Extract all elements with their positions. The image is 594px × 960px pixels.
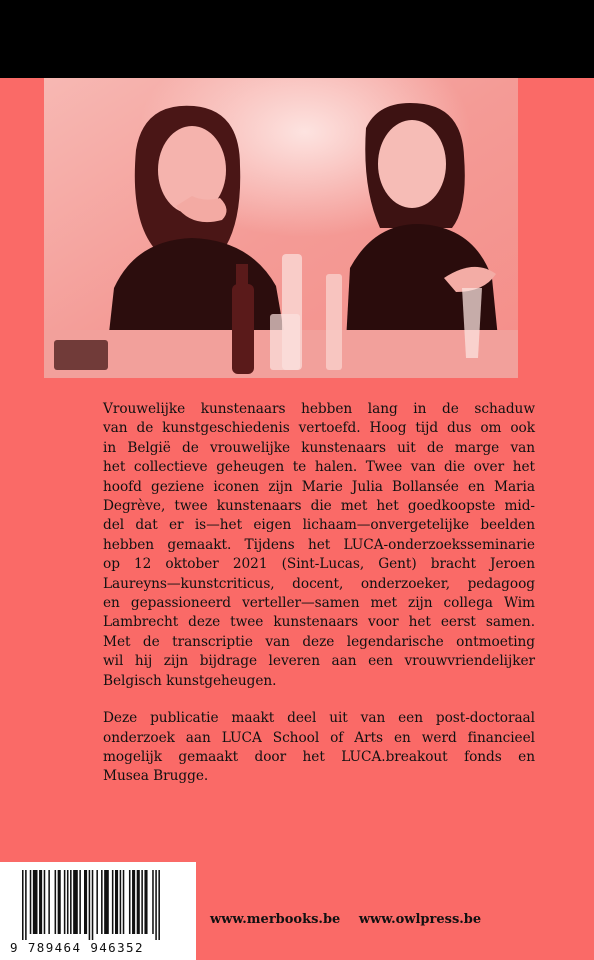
barcode-bar (79, 870, 81, 934)
barcode-bar (44, 870, 46, 934)
text-line: hoofd geziene iconen zijn Marie Julia Bollansée en Maria (103, 478, 535, 495)
blurb-paragraph-1 (103, 400, 535, 691)
text-line: wil hij zijn bijdrage leveren aan een vrouwvriendelijker (103, 653, 535, 670)
barcode-bar (30, 870, 32, 934)
text-line: mogelijk gemaakt door het LUCA.breakout fonds en (103, 748, 535, 765)
barcode-bar (58, 870, 61, 934)
cover-photo (44, 78, 518, 378)
barcode-bar (137, 870, 140, 934)
barcode-bar (141, 870, 143, 934)
publisher-url-merbooks[interactable]: www.merbooks.be (210, 912, 341, 927)
text-line: del dat er is—het eigen lichaam—onvergetelijke beelden (103, 517, 535, 534)
text-line: Vrouwelijke kunstenaars hebben lang in de schaduw (103, 401, 535, 417)
isbn-barcode (0, 862, 196, 960)
barcode-bar (64, 870, 66, 934)
barcode-bar (70, 870, 72, 934)
text-line: Musea Brugge. (103, 768, 209, 785)
barcode-bar (39, 870, 42, 934)
barcode-bar (25, 870, 27, 940)
barcode-bar (48, 870, 50, 934)
text-line: en gepassioneerd verteller—samen met zijn collega Wim (103, 595, 535, 612)
text-line: op 12 oktober 2021 (Sint-Lucas, Gent) bracht Jeroen (103, 556, 535, 573)
blurb-text (103, 400, 535, 787)
isbn-number: 9 789464 946352 (10, 940, 144, 955)
barcode-bar (158, 870, 160, 940)
text-line: Lambrecht deze twee kunstenaars voor het eerst samen. (103, 614, 535, 631)
barcode-bar (89, 870, 91, 940)
text-line: het collectieve geheugen te halen. Twee van die over het (103, 459, 535, 476)
text-line: Laureyns—kunstcriticus, docent, onderzoeker, pedagoog (103, 575, 535, 592)
text-line: onderzoek aan LUCA School of Arts en werd financieel (103, 729, 535, 746)
barcode-bar (112, 870, 114, 934)
barcode-bar (123, 870, 125, 934)
text-line: Deze publicatie maakt deel uit van een post-doctoraal (103, 710, 535, 727)
barcode-bar (101, 870, 103, 934)
text-line: in België de vrouwelijke kunstenaars uit de marge van (103, 439, 535, 456)
paragraph-gap (103, 691, 535, 709)
text-line: Belgisch kunstgeheugen. (103, 672, 277, 689)
text-line: van de kunstgeschiedenis vertoefd. Hoog tijd dus om ook (103, 420, 535, 437)
barcode-bar (84, 870, 87, 934)
barcode-bar (67, 870, 69, 934)
barcode-bar (92, 870, 94, 940)
barcode-bar (22, 870, 24, 940)
barcode-bar (33, 870, 38, 934)
text-line: Degrève, twee kunstenaars die met het goedkoopste mid- (103, 498, 535, 515)
text-line: Met de transcriptie van deze legendarische ontmoeting (103, 633, 535, 650)
barcode-bar (129, 870, 131, 934)
cover-photo-image (44, 78, 518, 378)
barcode-bar (132, 870, 135, 934)
barcode-bar (144, 870, 147, 934)
barcode-bar (152, 870, 154, 934)
text-line: hebben gemaakt. Tijdens het LUCA-onderzoeksseminarie (103, 536, 535, 553)
blurb-paragraph-2 (103, 709, 535, 787)
barcode-bar (104, 870, 109, 934)
barcode-bar (120, 870, 122, 934)
barcode-bar (155, 870, 157, 940)
barcode-bar (115, 870, 118, 934)
top-black-band (0, 0, 594, 78)
publisher-urls (210, 912, 481, 927)
publisher-url-owlpress[interactable]: www.owlpress.be (358, 912, 482, 927)
barcode-bar (96, 870, 98, 934)
barcode-bar (73, 870, 78, 934)
barcode-bars (0, 862, 196, 940)
barcode-bar (55, 870, 57, 934)
